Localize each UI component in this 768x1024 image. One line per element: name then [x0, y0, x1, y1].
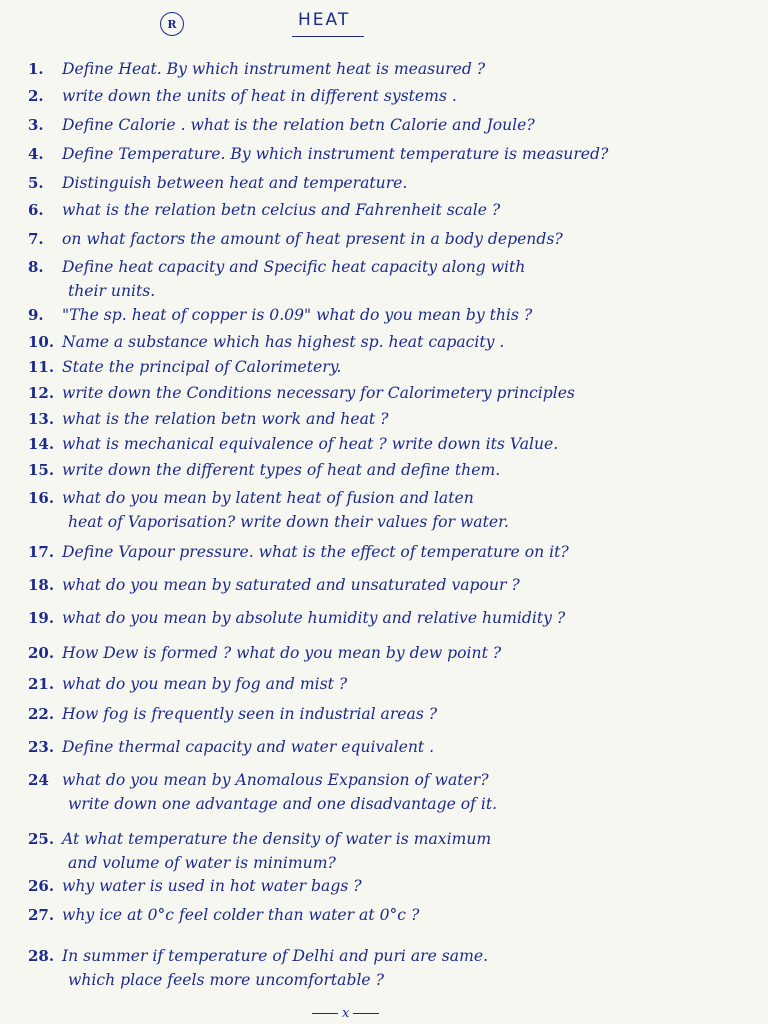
question-item: [28, 57, 750, 81]
title-underline: [292, 36, 364, 37]
question-item: [28, 142, 750, 166]
question-text: what is mechanical equivalence of heat ? write down its Value.: [62, 435, 559, 453]
question-number: 15.: [28, 461, 55, 479]
question-number: 7.: [28, 230, 44, 248]
question-number: 14.: [28, 435, 55, 453]
question-text: write down the Conditions necessary for Calorimetery principles: [62, 384, 575, 402]
question-text: Define heat capacity and Specific heat capacity along with: [62, 258, 526, 276]
end-mark: [312, 1006, 379, 1021]
question-item: [28, 458, 750, 482]
question-number: 26.: [28, 877, 55, 895]
question-text: In summer if temperature of Delhi and puri are same.: [62, 947, 489, 965]
question-number: 4.: [28, 145, 44, 163]
question-number: 19.: [28, 609, 55, 627]
page-title: HEAT: [298, 10, 351, 30]
question-text: on what factors the amount of heat present in a body depends?: [62, 230, 563, 248]
question-text: write down the different types of heat and define them.: [62, 461, 501, 479]
question-item: [28, 641, 750, 665]
question-item: [28, 540, 750, 564]
question-number: 21.: [28, 675, 55, 693]
question-item: [28, 381, 750, 405]
question-number: 1.: [28, 60, 44, 78]
question-item: [28, 255, 750, 303]
question-number: 11.: [28, 358, 55, 376]
question-number: 25.: [28, 830, 55, 848]
question-item: [28, 903, 750, 927]
question-item: [28, 355, 750, 379]
question-item: [28, 432, 750, 456]
question-number: 13.: [28, 410, 55, 428]
question-item: [28, 944, 750, 992]
question-number: 12.: [28, 384, 55, 402]
question-number: 22.: [28, 705, 55, 723]
question-number: 23.: [28, 738, 55, 756]
question-text: "The sp. heat of copper is 0.09" what do you mean by this ?: [62, 306, 533, 324]
question-text: Define Vapour pressure. what is the effect of temperature on it?: [62, 543, 569, 561]
question-number: 5.: [28, 174, 44, 192]
question-text: Define Temperature. By which instrument temperature is measured?: [62, 145, 609, 163]
question-item: [28, 84, 750, 108]
question-text: Define Calorie . what is the relation betn Calorie and Joule?: [62, 116, 535, 134]
question-item: [28, 702, 750, 726]
question-number: 10.: [28, 333, 55, 351]
question-number: 9.: [28, 306, 44, 324]
question-text-continued: write down one advantage and one disadvantage of it.: [68, 795, 498, 813]
question-item: [28, 407, 750, 431]
question-item: [28, 672, 750, 696]
question-text: At what temperature the density of water is maximum: [62, 830, 492, 848]
question-text: why ice at 0°c feel colder than water at 0°c ?: [62, 906, 420, 924]
end-mark-symbol: x: [342, 1006, 350, 1021]
question-item: [28, 330, 750, 354]
question-text: State the principal of Calorimetery.: [62, 358, 342, 376]
question-text: Name a substance which has highest sp. heat capacity .: [62, 333, 505, 351]
question-number: 24: [28, 771, 49, 789]
question-item: [28, 874, 750, 898]
question-text: what do you mean by fog and mist ?: [62, 675, 348, 693]
question-number: 27.: [28, 906, 55, 924]
question-item: [28, 735, 750, 759]
question-text-continued: heat of Vaporisation? write down their values for water.: [68, 513, 509, 531]
question-text-continued: which place feels more uncomfortable ?: [68, 971, 384, 989]
question-number: 16.: [28, 489, 55, 507]
question-number: 3.: [28, 116, 44, 134]
question-item: [28, 171, 750, 195]
question-item: [28, 768, 750, 816]
circled-logo: R: [160, 12, 184, 36]
question-text: what do you mean by absolute humidity and relative humidity ?: [62, 609, 566, 627]
question-item: [28, 486, 750, 534]
question-text: Define thermal capacity and water equivalent .: [62, 738, 435, 756]
question-item: [28, 198, 750, 222]
question-item: [28, 113, 750, 137]
question-number: 20.: [28, 644, 55, 662]
question-item: [28, 227, 750, 251]
question-text: Distinguish between heat and temperature.: [62, 174, 408, 192]
question-number: 2.: [28, 87, 44, 105]
question-text: what do you mean by saturated and unsaturated vapour ?: [62, 576, 520, 594]
question-item: [28, 303, 750, 327]
question-text: How Dew is formed ? what do you mean by dew point ?: [62, 644, 502, 662]
question-item: [28, 573, 750, 597]
question-number: 6.: [28, 201, 44, 219]
question-text: what do you mean by latent heat of fusion and laten: [62, 489, 474, 507]
end-dash-right: [353, 1013, 379, 1014]
question-number: 8.: [28, 258, 44, 276]
question-item: [28, 606, 750, 630]
question-text: How fog is frequently seen in industrial areas ?: [62, 705, 438, 723]
question-text: write down the units of heat in different systems .: [62, 87, 457, 105]
question-text: what is the relation betn work and heat ?: [62, 410, 389, 428]
question-text: what do you mean by Anomalous Expansion of water?: [62, 771, 489, 789]
question-text: what is the relation betn celcius and Fahrenheit scale ?: [62, 201, 501, 219]
end-dash-left: [312, 1013, 338, 1014]
question-item: [28, 827, 750, 875]
question-text-continued: and volume of water is minimum?: [68, 854, 336, 872]
question-text: Define Heat. By which instrument heat is measured ?: [62, 60, 486, 78]
question-number: 18.: [28, 576, 55, 594]
question-text-continued: their units.: [68, 282, 156, 300]
question-number: 17.: [28, 543, 55, 561]
question-text: why water is used in hot water bags ?: [62, 877, 362, 895]
question-number: 28.: [28, 947, 55, 965]
